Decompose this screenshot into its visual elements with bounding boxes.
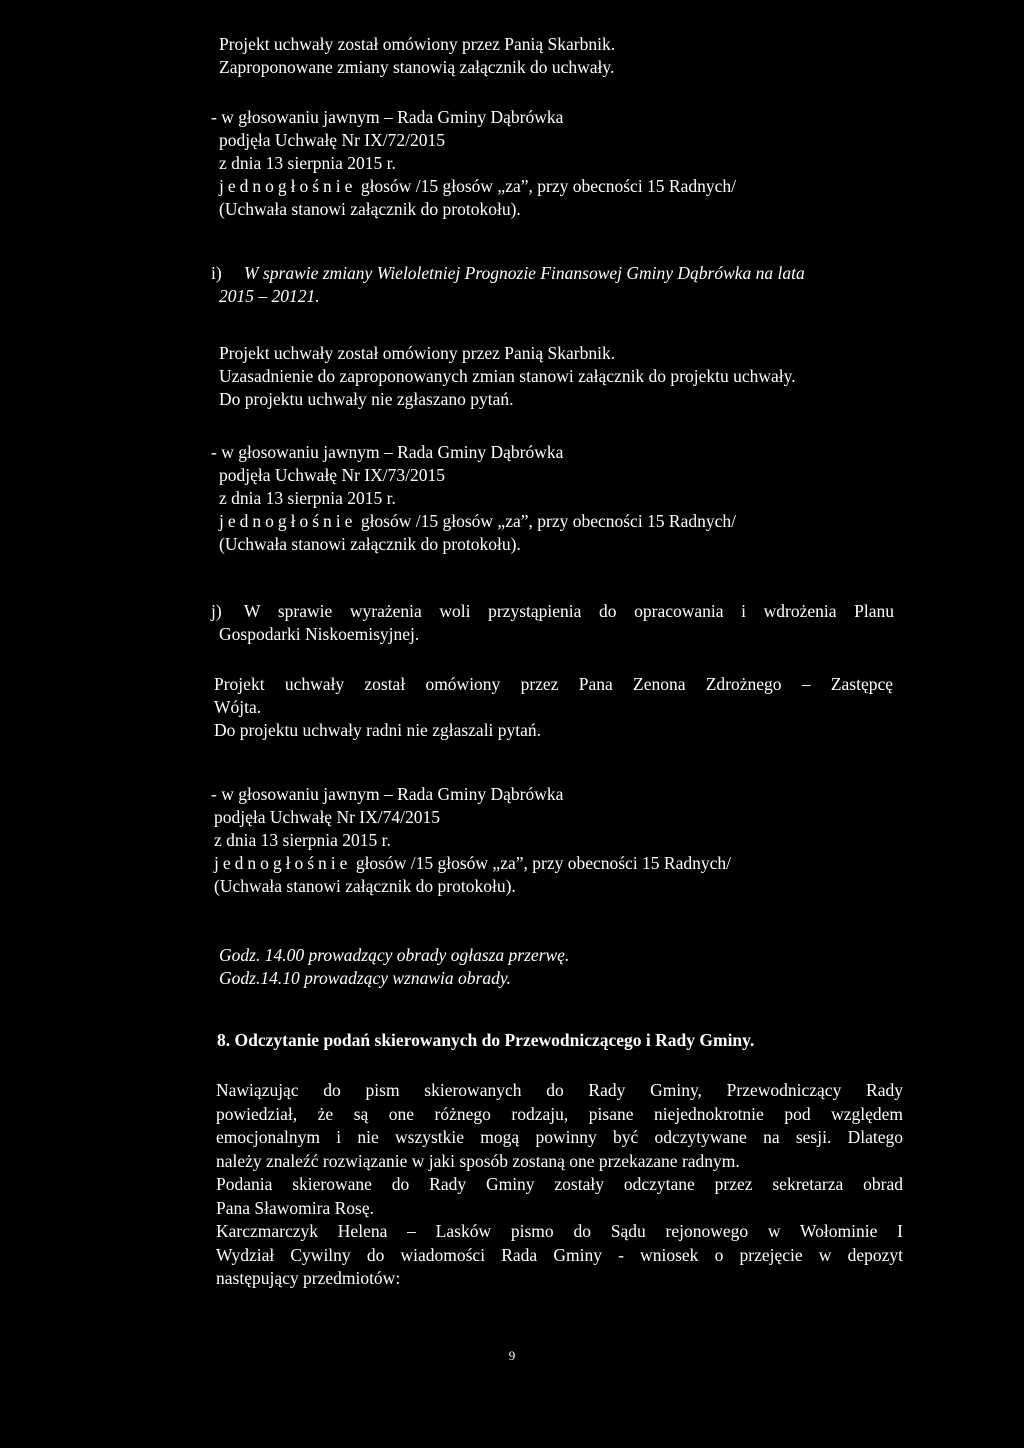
break-notes bbox=[219, 944, 909, 990]
text-line: Projekt uchwały został omówiony przez Panią Skarbnik. bbox=[219, 343, 616, 363]
paragraph-discussion-3 bbox=[214, 673, 893, 742]
paragraph-discussion-1 bbox=[219, 33, 909, 79]
vote-count: jednogłośnie głosów /15 głosów „za”, przy obecności 15 Radnych/ bbox=[219, 176, 737, 196]
break-start: Godz. 14.00 prowadzący obrady ogłasza przerwę. bbox=[219, 945, 570, 965]
item-marker-i: i) bbox=[211, 263, 222, 283]
text-line: należy znaleźć rozwiązanie w jaki sposób zostaną one przekazane radnym. bbox=[216, 1150, 740, 1171]
vote-count: jednogłośnie głosów /15 głosów „za”, przy obecności 15 Radnych/ bbox=[214, 853, 732, 873]
text-line: Wydział Cywilny do wiadomości Rada Gminy - wniosek o przejęcie w depozyt bbox=[216, 1244, 903, 1265]
vote-result-2 bbox=[211, 441, 901, 556]
agenda-item-j bbox=[219, 600, 894, 646]
text-line: Nawiązując do pism skierowanych do Rady Gminy, Przewodniczący Rady bbox=[216, 1080, 903, 1100]
resolution-number: podjęła Uchwałę Nr IX/73/2015 bbox=[219, 465, 445, 485]
text-line: Projekt uchwały został omówiony przez Pana Zenona Zdrożnego – Zastępcę bbox=[214, 674, 893, 694]
section-title: 8. Odczytanie podań skierowanych do Przewodniczącego i Rady Gminy. bbox=[217, 1030, 755, 1050]
section-8-body bbox=[216, 1079, 903, 1291]
text-line: Zaproponowane zmiany stanowią załącznik do uchwały. bbox=[219, 57, 615, 77]
text-line: następujący przedmiotów: bbox=[216, 1268, 401, 1288]
item-title-cont: Gospodarki Niskoemisyjnej. bbox=[219, 624, 420, 644]
text-line: Do projektu uchwały nie zgłaszano pytań. bbox=[219, 389, 514, 409]
text-line: Podania skierowane do Rady Gminy zostały odczytane przez sekretarza obrad bbox=[216, 1174, 903, 1194]
unanimous-label: jednogłośnie bbox=[219, 176, 357, 196]
text-line: Pana Sławomira Rosę. bbox=[216, 1197, 374, 1218]
text-line: Do projektu uchwały radni nie zgłaszali pytań. bbox=[214, 720, 542, 740]
vote-line: - w głosowaniu jawnym – Rada Gminy Dąbrówka bbox=[211, 107, 564, 127]
resolution-date: z dnia 13 sierpnia 2015 r. bbox=[214, 830, 391, 850]
item-title: W sprawie wyrażenia woli przystąpienia do opracowania i wdrożenia Planu bbox=[244, 601, 894, 621]
text-line: Uzasadnienie do zaproponowanych zmian stanowi załącznik do projektu uchwały. bbox=[219, 366, 796, 386]
text-line: powiedział, że są one różnego rodzaju, pisane niejednokrotnie pod względem bbox=[216, 1103, 903, 1124]
item-title: W sprawie zmiany Wieloletniej Prognozie Finansowej Gminy Dąbrówka na lata bbox=[244, 263, 805, 283]
resolution-date: z dnia 13 sierpnia 2015 r. bbox=[219, 153, 396, 173]
break-end: Godz.14.10 prowadzący wznawia obrady. bbox=[219, 968, 512, 988]
unanimous-label: jednogłośnie bbox=[214, 853, 352, 873]
attachment-note: (Uchwała stanowi załącznik do protokołu). bbox=[219, 199, 521, 219]
text-line: emocjonalnym i nie wszystkie mogą powinny być odczytywane na sesji. Dlatego bbox=[216, 1127, 903, 1147]
item-title-cont: 2015 – 20121. bbox=[219, 286, 320, 306]
agenda-item-i bbox=[219, 262, 934, 308]
section-heading-8 bbox=[217, 1029, 907, 1052]
attachment-note: (Uchwała stanowi załącznik do protokołu). bbox=[214, 876, 516, 896]
page-number: 9 bbox=[508, 1348, 516, 1363]
resolution-date: z dnia 13 sierpnia 2015 r. bbox=[219, 488, 396, 508]
resolution-number: podjęła Uchwałę Nr IX/74/2015 bbox=[214, 807, 440, 827]
text-line: Projekt uchwały został omówiony przez Panią Skarbnik. bbox=[219, 34, 616, 54]
vote-count: jednogłośnie głosów /15 głosów „za”, przy obecności 15 Radnych/ bbox=[219, 511, 737, 531]
vote-result-1 bbox=[211, 106, 901, 221]
text-line: Wójta. bbox=[214, 697, 262, 717]
text-line: Karczmarczyk Helena – Lasków pismo do Sądu rejonowego w Wołominie I bbox=[216, 1221, 903, 1241]
item-marker-j: j) bbox=[211, 601, 222, 621]
paragraph-discussion-2 bbox=[219, 342, 909, 411]
vote-line: - w głosowaniu jawnym – Rada Gminy Dąbrówka bbox=[211, 784, 564, 804]
attachment-note: (Uchwała stanowi załącznik do protokołu). bbox=[219, 534, 521, 554]
vote-result-3 bbox=[211, 783, 901, 898]
resolution-number: podjęła Uchwałę Nr IX/72/2015 bbox=[219, 130, 445, 150]
unanimous-label: jednogłośnie bbox=[219, 511, 357, 531]
vote-line: - w głosowaniu jawnym – Rada Gminy Dąbrówka bbox=[211, 442, 564, 462]
